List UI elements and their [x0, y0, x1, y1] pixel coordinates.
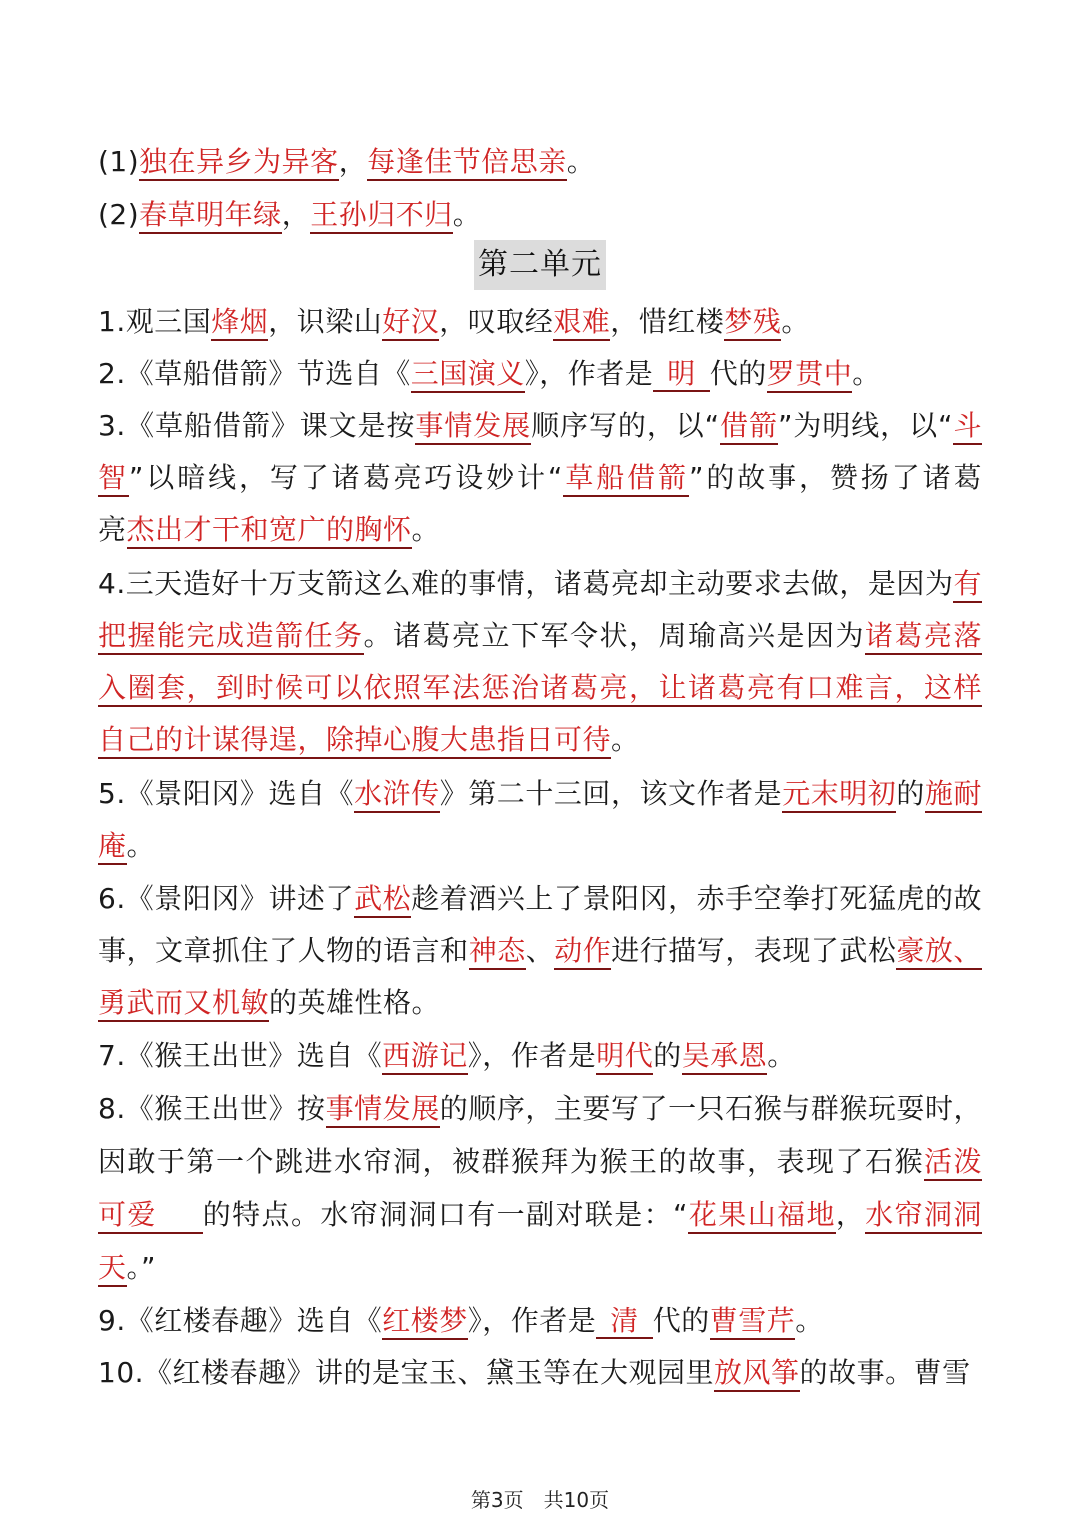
question-text: 趁着酒兴上了景阳冈，赤手空拳打死猛虎的故	[411, 882, 982, 915]
answer-text: 梦残	[724, 305, 781, 341]
question-text: 的	[653, 1039, 682, 1072]
question-8-line-1	[98, 1083, 982, 1135]
question-text: 的顺序，主要写了一只石猴与群猴玩耍时，	[439, 1092, 982, 1125]
question-text: 8.《猴王出世》按	[98, 1092, 326, 1125]
answer-text: 可爱	[98, 1198, 203, 1234]
answer-text: 武松	[354, 882, 411, 918]
answer-text: 好汉	[382, 305, 439, 341]
question-text: 10.《红楼春趣》讲的是宝玉、黛玉等在大观园里	[98, 1356, 715, 1389]
answer-text: 事情发展	[415, 409, 531, 445]
question-text: 的	[896, 777, 925, 810]
question-text: 代的	[709, 357, 767, 390]
question-text: ，惜红楼	[610, 305, 725, 338]
question-text: 4.三天造好十万支箭这么难的事情，诸葛亮却主动要求去做，是因为	[98, 567, 954, 600]
answer-text: 水浒传	[354, 777, 440, 813]
answer-text: 吴承恩	[682, 1039, 768, 1075]
question-7	[98, 1030, 982, 1082]
page-number: 第3页	[470, 1488, 524, 1512]
punctuation: 。	[411, 513, 441, 546]
answer-text: 施耐	[925, 777, 982, 813]
answer-text: 草船借箭	[563, 461, 689, 497]
answer-text: 智	[98, 461, 129, 497]
answer-text: 红楼梦	[382, 1304, 468, 1340]
question-text: 5.《景阳冈》选自《	[98, 777, 355, 810]
question-text: 。诸葛亮立下军令状，周瑜高兴是因为	[363, 619, 865, 652]
question-text: ，叹取经	[439, 305, 554, 338]
answer-text: 自己的计谋得逞，除掉心腹大患指日可待	[98, 723, 611, 759]
question-8-line-4	[98, 1242, 982, 1294]
poem-line-1	[98, 136, 982, 188]
answer-text: 活泼	[924, 1145, 982, 1181]
question-text: 的英雄性格。	[269, 986, 441, 1019]
question-6-line-1	[98, 873, 982, 925]
question-text: 1.观三国	[98, 305, 212, 338]
question-text: 9.《红楼春趣》选自《	[98, 1304, 383, 1337]
section-heading-wrap	[0, 240, 1080, 290]
punctuation: 。”	[126, 1251, 157, 1284]
question-text: 》，作者是	[467, 1304, 597, 1337]
answer-text: 杰出才干和宽广的胸怀	[127, 513, 412, 549]
punctuation: 。	[795, 1304, 824, 1337]
punctuation: 。	[566, 145, 596, 178]
question-4-line-1	[98, 558, 982, 610]
question-3-line-1	[98, 400, 982, 452]
answer-text: 独在异乡为异客	[139, 145, 339, 181]
punctuation: 。	[611, 723, 640, 756]
question-text: 2.《草船借箭》节选自《	[98, 357, 411, 390]
answer-text: 动作	[554, 934, 611, 970]
question-4-line-4	[98, 714, 982, 766]
answer-text: 放风筝	[714, 1356, 800, 1392]
answer-text: 豪放、	[896, 934, 982, 970]
punctuation: ，	[281, 198, 311, 231]
answer-text: 明	[653, 357, 710, 392]
question-text: 》第二十三回，该文作者是	[439, 777, 783, 810]
question-text: 》，作者是	[467, 1039, 597, 1072]
question-2	[98, 348, 982, 400]
punctuation: ，	[338, 145, 368, 178]
section-heading: 第二单元	[474, 240, 606, 290]
answer-text: 诸葛亮落	[865, 619, 982, 655]
question-9	[98, 1295, 982, 1347]
answer-text: 神态	[469, 934, 526, 970]
answer-text: 事情发展	[326, 1092, 440, 1128]
question-6-line-3	[98, 977, 982, 1029]
punctuation: 。	[852, 357, 881, 390]
question-text: ”的故事，赞扬了诸葛	[688, 461, 982, 494]
answer-text: 水帘洞洞	[865, 1198, 982, 1234]
question-text: ”为明线，以“	[777, 409, 954, 442]
punctuation: 。	[767, 1039, 796, 1072]
item-number: (1)	[98, 145, 140, 178]
question-text: 6.《景阳冈》讲述了	[98, 882, 355, 915]
punctuation: 。	[126, 829, 156, 862]
answer-text: 入圈套，到时候可以依照军法惩治诸葛亮，让诸葛亮有口难言，这样	[98, 671, 982, 707]
answer-text: 艰难	[553, 305, 610, 341]
answer-text: 春草明年绿	[139, 198, 282, 234]
question-3-line-2	[98, 452, 982, 504]
question-text: 亮	[98, 513, 127, 546]
page-footer	[0, 1484, 1080, 1513]
answer-text: 王孙归不归	[310, 198, 453, 234]
punctuation: ，	[835, 1198, 866, 1231]
answer-text: 三国演义	[411, 357, 525, 393]
question-text: 3.《草船借箭》课文是按	[98, 409, 416, 442]
question-text: 》，作者是	[524, 357, 654, 390]
answer-text: 罗贯中	[767, 357, 853, 393]
question-text: 因敢于第一个跳进水帘洞，被群猴拜为猴王的故事，表现了石猴	[98, 1145, 924, 1178]
question-5-line-1	[98, 768, 982, 820]
question-6-line-2	[98, 925, 982, 977]
answer-text: 清	[596, 1304, 653, 1339]
question-text: 进行描写，表现了武松	[611, 934, 897, 967]
question-4-line-3	[98, 662, 982, 714]
question-8-line-3	[98, 1189, 982, 1241]
question-text: ，识梁山	[268, 305, 383, 338]
question-text: 顺序写的，以“	[531, 409, 720, 442]
answer-text: 曹雪芹	[710, 1304, 796, 1340]
item-number: (2)	[98, 198, 140, 231]
answer-text: 西游记	[382, 1039, 468, 1075]
question-text: 的故事。曹雪	[799, 1356, 971, 1389]
question-8-line-2	[98, 1136, 982, 1188]
question-text: 的特点。水帘洞洞口有一副对联是：“	[202, 1198, 689, 1231]
answer-text: 庵	[98, 829, 127, 865]
answer-text: 天	[98, 1251, 127, 1287]
page-total: 共10页	[543, 1488, 610, 1512]
punctuation: 、	[525, 934, 555, 967]
question-10	[98, 1347, 982, 1399]
question-text: ”以暗线，写了诸葛亮巧设妙计“	[128, 461, 563, 494]
answer-text: 每逢佳节倍思亲	[367, 145, 567, 181]
question-4-line-2	[98, 610, 982, 662]
question-3-line-3	[98, 504, 982, 556]
answer-text: 借箭	[720, 409, 778, 445]
question-text: 事，文章抓住了人物的语言和	[98, 934, 469, 967]
answer-text: 元末明初	[782, 777, 896, 813]
answer-text: 明代	[596, 1039, 653, 1075]
answer-text: 有	[953, 567, 982, 603]
punctuation: 。	[452, 198, 482, 231]
answer-text: 烽烟	[211, 305, 268, 341]
answer-text: 勇武而又机敏	[98, 986, 269, 1022]
answer-text: 把握能完成造箭任务	[98, 619, 364, 655]
question-5-line-2	[98, 820, 982, 872]
poem-line-2	[98, 189, 982, 241]
question-1	[98, 296, 982, 348]
question-text: 7.《猴王出世》选自《	[98, 1039, 383, 1072]
answer-text: 斗	[953, 409, 982, 445]
question-text: 代的	[652, 1304, 710, 1337]
answer-text: 花果山福地	[688, 1198, 836, 1234]
punctuation: 。	[781, 305, 810, 338]
